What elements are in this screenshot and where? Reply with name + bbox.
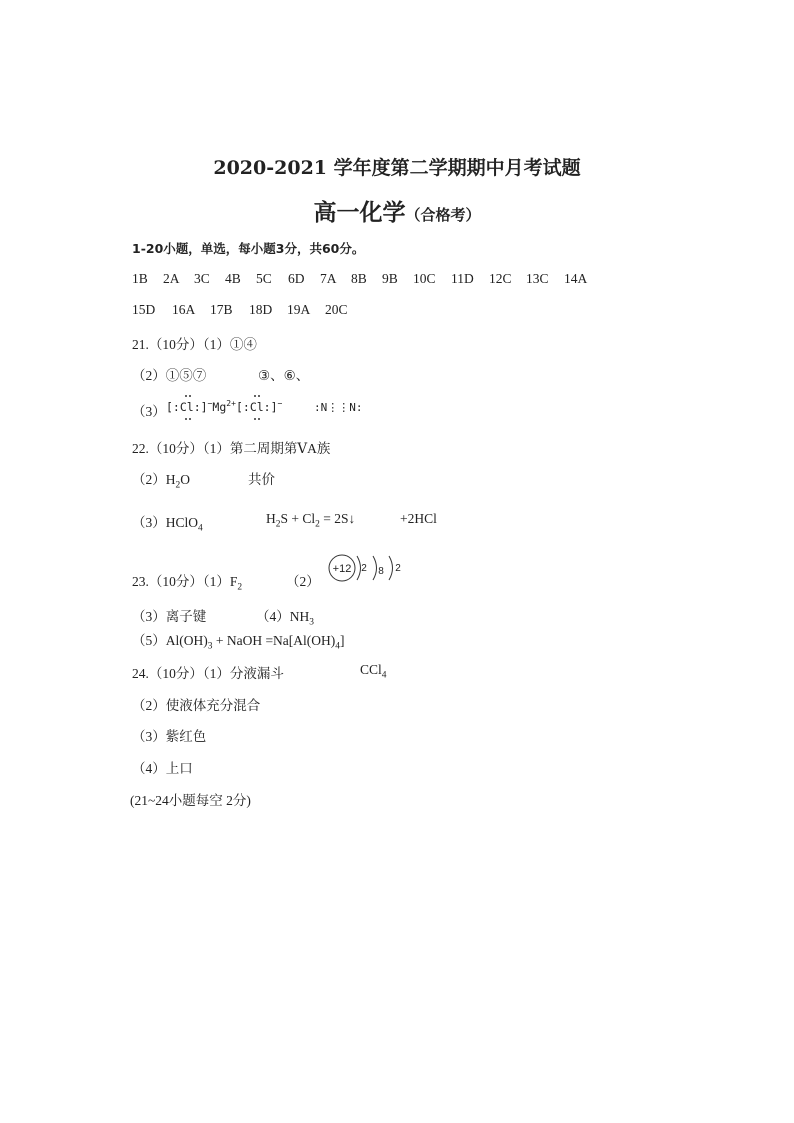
q24-4-label: （4） — [132, 761, 166, 776]
cl-left: [:Cl:] — [166, 399, 208, 414]
q23-line2b — [256, 605, 314, 628]
subject-name: 高一化学 — [313, 199, 406, 226]
answer-item: 4B — [225, 271, 241, 286]
q24-line2 — [132, 694, 260, 714]
q24-3-label: （3） — [132, 729, 166, 744]
answer-row-2 — [132, 302, 363, 318]
q23-3-label: （3） — [132, 609, 166, 624]
q21-2-answer-a: ①⑤⑦ — [165, 368, 207, 383]
answer-item: 11D — [451, 271, 474, 286]
q22-1-answer: 第二周期第ⅤA族 — [229, 441, 331, 456]
hclo4-formula: HClO$_4$ — [165, 515, 203, 534]
answer-item: 2A — [163, 271, 180, 286]
q24-4-answer: 上口 — [165, 761, 193, 776]
shell-2: 8 — [378, 566, 384, 577]
mg-charge: 2+ — [226, 399, 236, 408]
q22-2-label: （2） — [132, 472, 166, 487]
subject-title — [0, 194, 794, 227]
q21-3-label: （3） — [132, 404, 166, 419]
nucleus-charge: +12 — [332, 563, 352, 575]
cl-right: [:Cl:] — [235, 399, 278, 414]
mg-atom-structure — [324, 550, 408, 586]
q22-2-answer-b: 共价 — [248, 472, 275, 487]
f2-formula: $F_2$ — [229, 574, 243, 593]
answer-item: 18D — [249, 302, 273, 317]
cl-left-charge: − — [207, 399, 213, 408]
q23-2-label: （2） — [286, 574, 320, 589]
q21-1-answer: ①④ — [229, 337, 257, 352]
q21-2-answer-b: ③、⑥、 — [258, 368, 310, 383]
answer-item: 12C — [489, 271, 512, 286]
answer-item: 7A — [320, 271, 337, 286]
subject-note: （合格考） — [405, 206, 481, 224]
q22-equation: $H_2S + Cl_2$ = 2S↓ — [266, 511, 356, 530]
q22-line3 — [132, 511, 203, 534]
cl-right-charge: − — [277, 399, 283, 408]
footer-note: (21~24小题每空 2分) — [130, 793, 251, 808]
q22-3-label: （3） — [132, 515, 166, 530]
q23-line2 — [132, 605, 206, 625]
q22-line1 — [132, 437, 330, 457]
q24-line3 — [132, 725, 206, 745]
q21-line2 — [132, 364, 206, 384]
q23-label: 23.（10分）（1） — [132, 574, 230, 589]
n2-electron-formula: :N⋮⋮N: — [314, 401, 363, 414]
section1-heading: 1-20小题，单选，每小题3分，共60分。 — [132, 241, 365, 256]
q22-label: 22.（10分）（1） — [132, 441, 230, 456]
ccl4-formula: CCl$_4$ — [360, 662, 387, 681]
answer-row-1 — [132, 271, 602, 287]
q23-line3 — [132, 629, 345, 652]
mg: Mg — [212, 399, 227, 414]
answer-item: 10C — [413, 271, 436, 286]
nh3-formula: $NH_3$ — [289, 609, 314, 628]
q23-3-answer: 离子键 — [165, 609, 207, 624]
lone-pair-dots — [160, 393, 290, 423]
answer-item: 15D — [132, 302, 156, 317]
answer-item: 8B — [351, 271, 367, 286]
q21-line1 — [132, 333, 257, 353]
q24-2-label: （2） — [132, 698, 166, 713]
q21-2-label: （2） — [132, 368, 166, 383]
q23-line1 — [132, 570, 242, 593]
q23-5-label: （5） — [132, 633, 166, 648]
answer-item: 13C — [526, 271, 549, 286]
answer-item: 6D — [288, 271, 305, 286]
answer-item: 1B — [132, 271, 148, 286]
q24-line1 — [132, 662, 284, 682]
q24-line4 — [132, 757, 193, 777]
answer-item: 3C — [194, 271, 210, 286]
q24-3-answer: 紫红色 — [165, 729, 207, 744]
q21-label: 21.（10分）（1） — [132, 337, 230, 352]
answer-item: 9B — [382, 271, 398, 286]
q24-2-answer: 使液体充分混合 — [165, 698, 261, 713]
answer-item: 20C — [325, 302, 348, 317]
shell-1: 2 — [361, 563, 367, 574]
exam-title: 2020-2021 学年度第二学期期中月考试题 — [213, 157, 581, 179]
shell-3: 2 — [395, 563, 401, 574]
q24-label: 24.（10分）（1） — [132, 666, 230, 681]
h2o-formula: $H_2O$ — [165, 472, 190, 491]
q22-equation-product: +2HCl — [400, 511, 437, 526]
answer-item: 19A — [287, 302, 311, 317]
answer-item: 17B — [210, 302, 233, 317]
q23-5-equation: $Al(OH)_3$ + NaOH $=Na[Al(OH)_4]$ — [165, 633, 345, 652]
q24-1-answer: 分液漏斗 — [229, 666, 284, 681]
answer-item: 14A — [564, 271, 588, 286]
answer-item: 16A — [172, 302, 196, 317]
q23-4-label: （4） — [256, 609, 290, 624]
answer-item: 5C — [256, 271, 272, 286]
q22-line2 — [132, 468, 190, 491]
